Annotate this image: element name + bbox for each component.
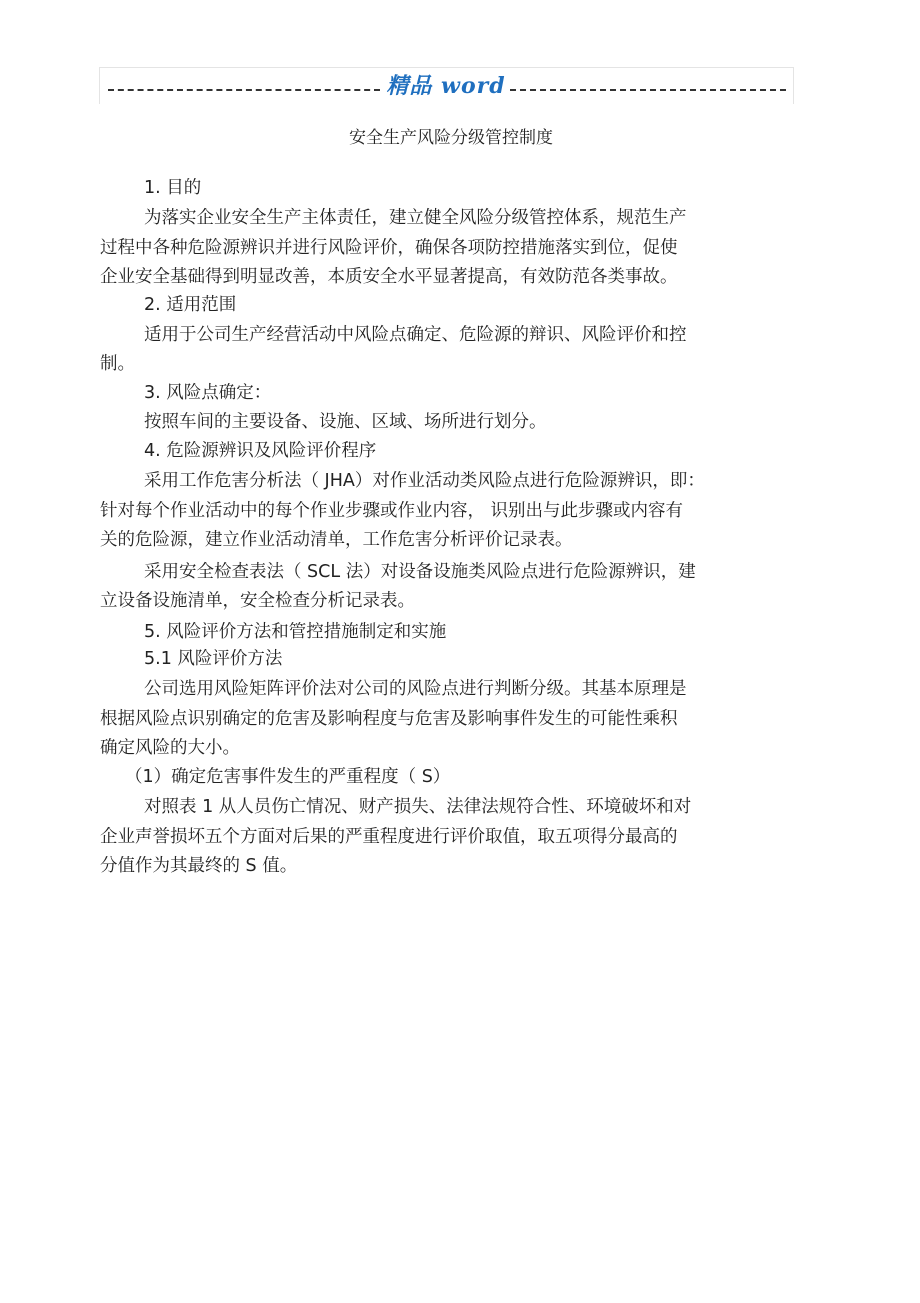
paragraph-line: 适用于公司生产经营活动中风险点确定、危险源的辩识、风险评价和控	[144, 325, 687, 345]
paragraph-line: 企业安全基础得到明显改善，本质安全水平显著提高，有效防范各类事故。	[100, 267, 678, 287]
section-heading-5: 5. 风险评价方法和管控措施制定和实施	[144, 622, 447, 642]
paragraph-line: 对照表 1 从人员伤亡情况、财产损失、法律法规符合性、环境破坏和对	[144, 797, 692, 817]
paragraph-line: 制。	[100, 354, 135, 374]
paragraph-line: 立设备设施清单，安全检查分析记录表。	[100, 591, 415, 611]
paragraph-line: 根据风险点识别确定的危害及影响程度与危害及影响事件发生的可能性乘积	[100, 709, 678, 729]
page-header	[99, 67, 794, 104]
header-dashed-line-left	[108, 89, 380, 91]
list-item-heading: （1）确定危害事件发生的严重程度（ S）	[125, 767, 451, 787]
paragraph-line: 过程中各种危险源辨识并进行风险评价，确保各项防控措施落实到位，促使	[100, 238, 678, 258]
paragraph-line: 关的危险源，建立作业活动清单，工作危害分析评价记录表。	[100, 530, 573, 550]
header-dashed-line-right	[510, 89, 786, 91]
paragraph-line: 确定风险的大小。	[100, 738, 240, 758]
paragraph-line: 采用工作危害分析法（ JHA）对作业活动类风险点进行危险源辨识，即：	[144, 471, 705, 491]
paragraph-line: 为落实企业安全生产主体责任，建立健全风险分级管控体系，规范生产	[144, 208, 687, 228]
document-title: 安全生产风险分级管控制度	[349, 128, 553, 148]
header-brand-logo: 精品 word	[386, 73, 506, 99]
section-heading-3: 3. 风险点确定：	[144, 383, 272, 403]
paragraph-line: 针对每个作业活动中的每个作业步骤或作业内容， 识别出与此步骤或内容有	[100, 501, 684, 521]
paragraph-line: 分值作为其最终的 S 值。	[100, 856, 298, 876]
section-heading-1: 1. 目的	[144, 178, 202, 198]
subsection-heading-5-1: 5.1 风险评价方法	[144, 649, 283, 669]
paragraph-line: 公司选用风险矩阵评价法对公司的风险点进行判断分级。其基本原理是	[144, 679, 687, 699]
paragraph-line: 企业声誉损坏五个方面对后果的严重程度进行评价取值，取五项得分最高的	[100, 827, 678, 847]
section-heading-4: 4. 危险源辨识及风险评价程序	[144, 441, 377, 461]
section-heading-2: 2. 适用范围	[144, 295, 237, 315]
paragraph-line: 按照车间的主要设备、设施、区域、场所进行划分。	[144, 412, 547, 432]
paragraph-line: 采用安全检查表法（ SCL 法）对设备设施类风险点进行危险源辨识，建	[144, 562, 696, 582]
